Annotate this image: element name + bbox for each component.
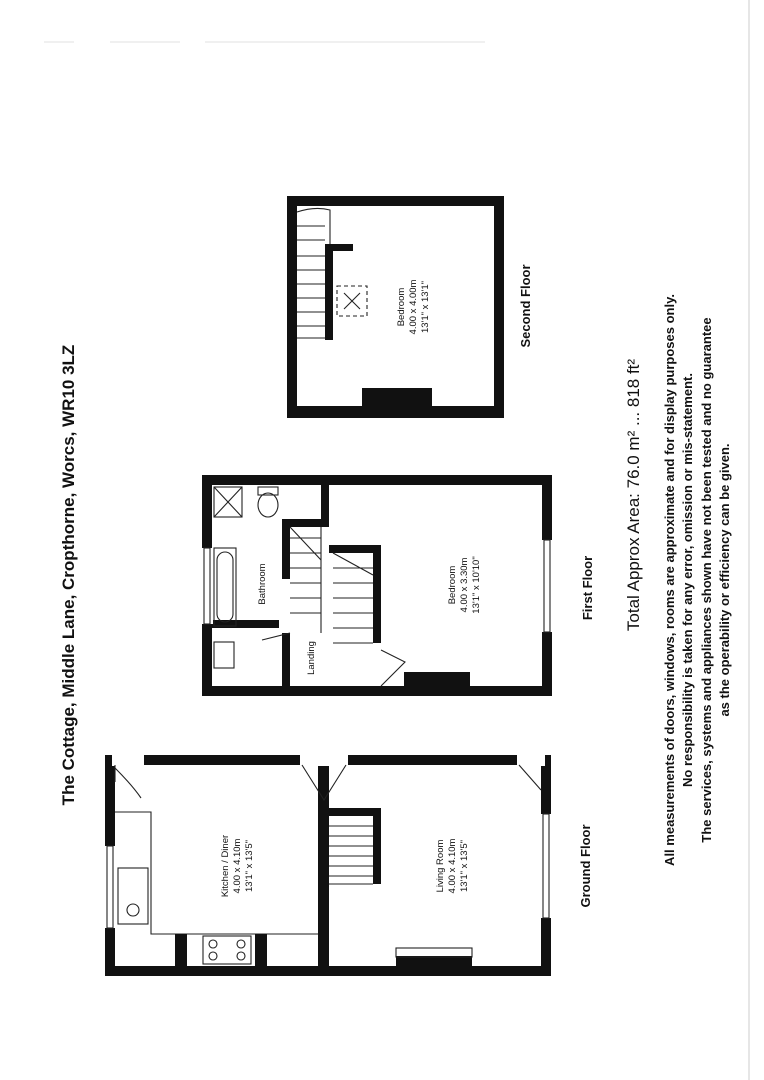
disclaimer-line: No responsibility is taken for any error, omission or mis-statement. xyxy=(680,373,695,787)
room-size-imperial: 13'1" x 13'5" xyxy=(244,839,255,893)
disclaimer-line: The services, systems and appliances shown have not been tested and no guarantee xyxy=(699,317,714,843)
room-label-landing: Landing xyxy=(306,641,317,675)
first-floor-plan xyxy=(201,475,553,696)
disclaimer-line: as the operability or efficiency can be given. xyxy=(717,443,732,717)
ground-floor-plan xyxy=(104,754,552,976)
sink-bowl xyxy=(127,904,139,916)
scan-edge xyxy=(748,0,750,1080)
fireplace xyxy=(396,956,472,967)
room-size-metric: 4.00 x 4.10m xyxy=(447,838,458,894)
toilet-icon xyxy=(258,493,278,517)
room-label-bedroom-second xyxy=(396,279,431,334)
staircase xyxy=(329,826,373,884)
room-label-bedroom-first xyxy=(447,556,482,613)
floor-label-first: First Floor xyxy=(580,555,595,621)
room-size-metric: 4.00 x 4.10m xyxy=(232,838,243,894)
disclaimer xyxy=(662,294,732,866)
room-label-bathroom: Bathroom xyxy=(257,563,268,605)
hob-icon xyxy=(203,936,251,964)
floor-label-ground: Ground Floor xyxy=(578,824,593,908)
room-size-imperial: 13'1" x 10'10" xyxy=(471,556,482,614)
chimney-breast xyxy=(362,388,432,406)
disclaimer-line: All measurements of doors, windows, rooms are approximate and for display purposes only. xyxy=(662,294,677,866)
floor-label-second: Second Floor xyxy=(518,264,533,348)
room-size-imperial: 13'1" x 13'5" xyxy=(459,839,470,893)
cupboard xyxy=(404,672,470,686)
basin-icon xyxy=(214,642,234,668)
property-title: The Cottage, Middle Lane, Cropthorne, Worcs, WR10 3LZ xyxy=(59,344,78,806)
total-area: Total Approx Area: 76.0 m² ... 818 ft² xyxy=(624,358,643,632)
door-swing xyxy=(115,765,141,798)
room-label-kitchen xyxy=(220,835,255,897)
room-name: Living Room xyxy=(435,839,446,893)
room-name: Bedroom xyxy=(447,565,458,605)
room-size-metric: 4.00 x 3.30m xyxy=(459,557,470,613)
room-size-imperial: 13'1" x 13'1" xyxy=(420,280,431,334)
room-name: Bedroom xyxy=(396,287,407,327)
room-name: Kitchen / Diner xyxy=(220,834,231,898)
worktop xyxy=(115,812,318,934)
door-swing xyxy=(519,765,541,790)
room-label-living xyxy=(435,838,470,893)
room-size-metric: 4.00 x 4.00m xyxy=(408,279,419,335)
staircase xyxy=(290,527,373,643)
